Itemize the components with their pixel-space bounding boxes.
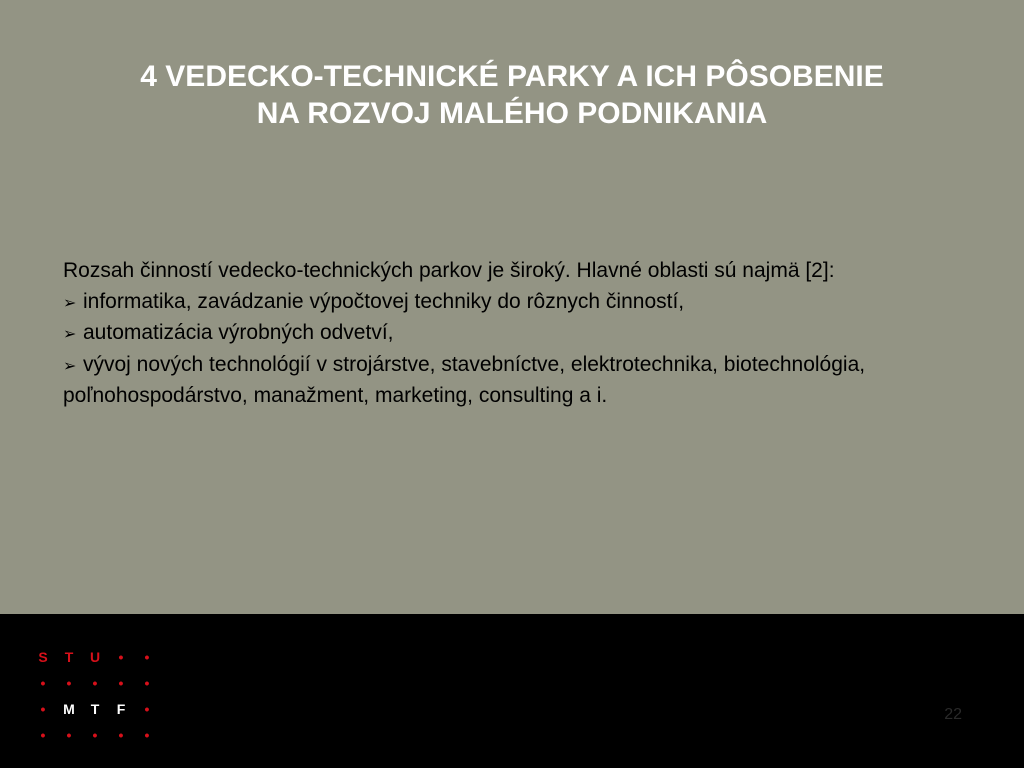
- arrow-bullet-icon: ➢: [63, 292, 77, 312]
- logo-dot: •: [118, 675, 124, 691]
- logo-dot: •: [118, 727, 124, 743]
- logo-letter: U: [89, 649, 101, 665]
- bullet-item: [63, 287, 963, 319]
- logo-dot: •: [40, 701, 46, 717]
- logo-dot: •: [66, 675, 72, 691]
- logo-dot: •: [92, 727, 98, 743]
- slide-title: [40, 58, 984, 132]
- bullet-text: informatika, zavádzanie výpočtovej techniky do rôznych činností,: [83, 289, 685, 313]
- logo-dot: •: [144, 727, 150, 743]
- bullet-item: [63, 350, 963, 412]
- bullet-text: vývoj nových technológií v strojárstve, stavebníctve, elektrotechnika, biotechnológia, poľnohospodárstvo, manažment, marketing, consulting a i.: [63, 352, 866, 407]
- logo-dot: •: [118, 649, 124, 665]
- arrow-bullet-icon: ➢: [63, 324, 77, 343]
- page-number: 22: [944, 706, 962, 723]
- intro-text: Rozsah činností vedecko-technických parkov je široký. Hlavné oblasti sú najmä [2]:: [63, 259, 835, 282]
- logo-dot: •: [66, 727, 72, 743]
- slide-title-line-1: 4 VEDECKO-TECHNICKÉ PARKY A ICH PÔSOBENIE: [140, 60, 884, 93]
- logo-dot: •: [144, 649, 150, 665]
- logo-letter: T: [64, 649, 74, 665]
- bullet-text: automatizácia výrobných odvetví,: [83, 321, 394, 344]
- logo-dot: •: [40, 675, 46, 691]
- logo-letter: T: [90, 701, 100, 717]
- slide-body: [63, 256, 963, 412]
- logo-letter: F: [116, 701, 126, 717]
- logo-letter: S: [38, 649, 48, 665]
- footer-bar: [0, 614, 1024, 768]
- bullet-item: [63, 318, 963, 350]
- logo-dot: •: [40, 727, 46, 743]
- logo-dot: •: [144, 675, 150, 691]
- slide-title-line-2: NA ROZVOJ MALÉHO PODNIKANIA: [256, 97, 768, 130]
- stu-mtf-logo: [30, 644, 160, 748]
- logo-dot: •: [144, 701, 150, 717]
- arrow-bullet-icon: ➢: [63, 355, 77, 375]
- logo-letter: M: [63, 701, 75, 717]
- logo-dot: •: [92, 675, 98, 691]
